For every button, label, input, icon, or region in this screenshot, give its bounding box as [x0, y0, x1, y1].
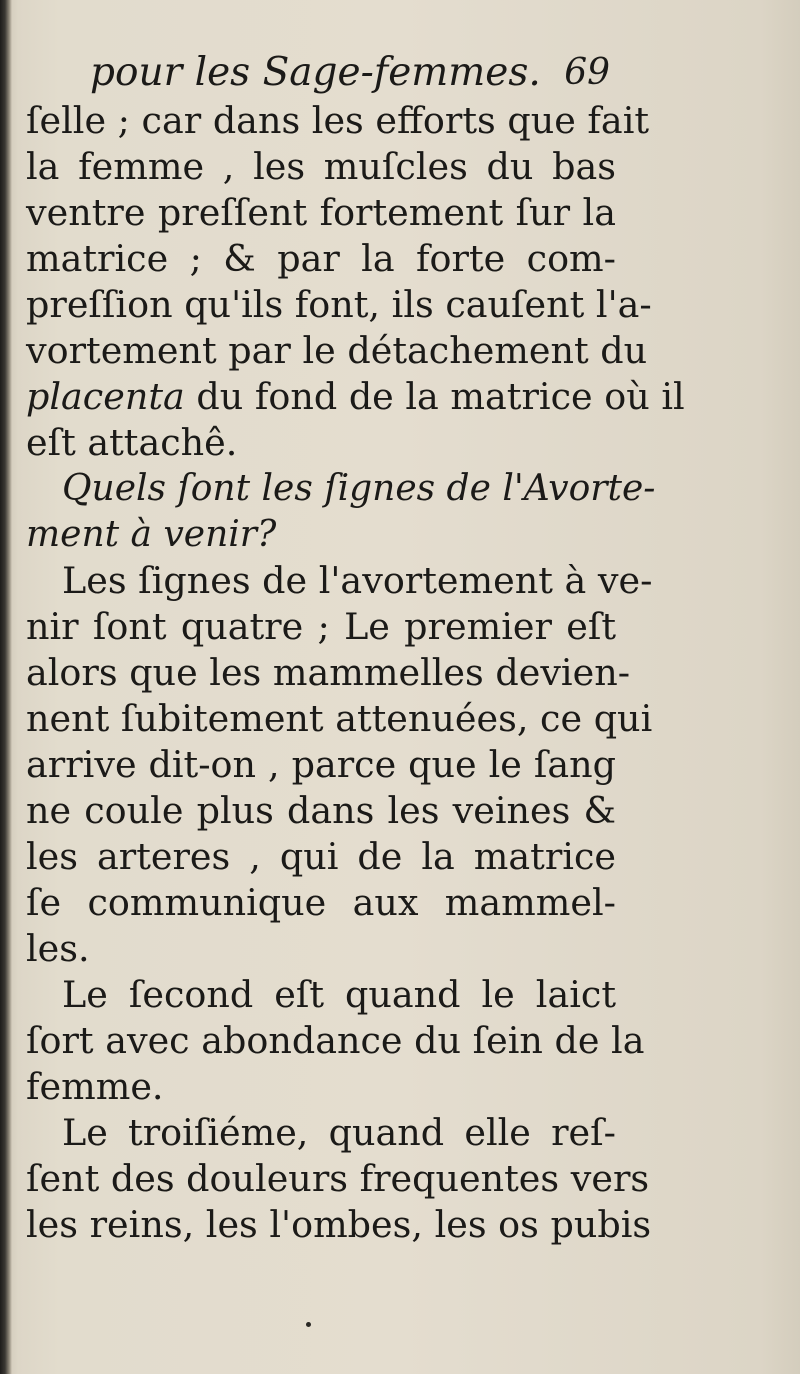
text-line: la femme , les muſcles du bas — [26, 145, 616, 188]
paragraph-second-sign — [26, 972, 645, 1110]
italic-term-placenta: placenta — [26, 375, 185, 418]
text-line: ſelle ; car dans les efforts que fait — [26, 99, 650, 142]
paragraph-continuation — [26, 98, 685, 466]
question-heading — [26, 466, 656, 558]
text-line: les. — [26, 927, 90, 970]
text-line: alors que les mammelles devien- — [26, 651, 631, 694]
page-number: 69 — [564, 52, 610, 93]
text-line: arrive dit-on , parce que le ſang — [26, 743, 616, 786]
paragraph-signs — [26, 558, 653, 972]
text-line: vortement par le détachement du — [26, 329, 648, 372]
running-head — [90, 48, 610, 98]
text-fragment: du fond de la matrice où il — [184, 375, 685, 418]
text-line: Le ſecond eſt quand le laict — [62, 973, 616, 1016]
text-line: femme. — [26, 1065, 164, 1108]
text-line: ſe communique aux mammel- — [26, 881, 616, 924]
text-line: Le troiſiéme, quand elle reſ- — [62, 1111, 616, 1154]
text-line: les reins, les l'ombes, les os pubis — [26, 1203, 652, 1246]
text-line: Les ſignes de l'avortement à ve- — [62, 559, 653, 602]
question-line: ment à venir? — [26, 514, 277, 555]
text-line: ſent des douleurs frequentes vers — [26, 1157, 650, 1200]
text-line: les arteres , qui de la matrice — [26, 835, 616, 878]
question-line: Quels ſont les ſignes de l'Avorte- — [62, 468, 656, 509]
body-text — [26, 98, 685, 1248]
paragraph-third-sign — [26, 1110, 652, 1248]
text-line — [26, 374, 685, 420]
text-line: eſt attachê. — [26, 421, 238, 464]
text-line: ſort avec abondance du ſein de la — [26, 1019, 645, 1062]
text-line: nir ſont quatre ; Le premier eſt — [26, 605, 616, 648]
text-line: nent ſubitement attenuées, ce qui — [26, 697, 653, 740]
ink-speck — [306, 1322, 311, 1327]
text-line: ventre preſſent fortement ſur la — [26, 191, 616, 234]
text-line: preſſion qu'ils font, ils cauſent l'a- — [26, 283, 652, 326]
book-spine-shadow — [0, 0, 12, 1374]
text-line: matrice ; & par la forte com- — [26, 237, 616, 280]
running-title: pour les Sage-femmes. — [90, 50, 541, 95]
text-line: ne coule plus dans les veines & — [26, 789, 616, 832]
